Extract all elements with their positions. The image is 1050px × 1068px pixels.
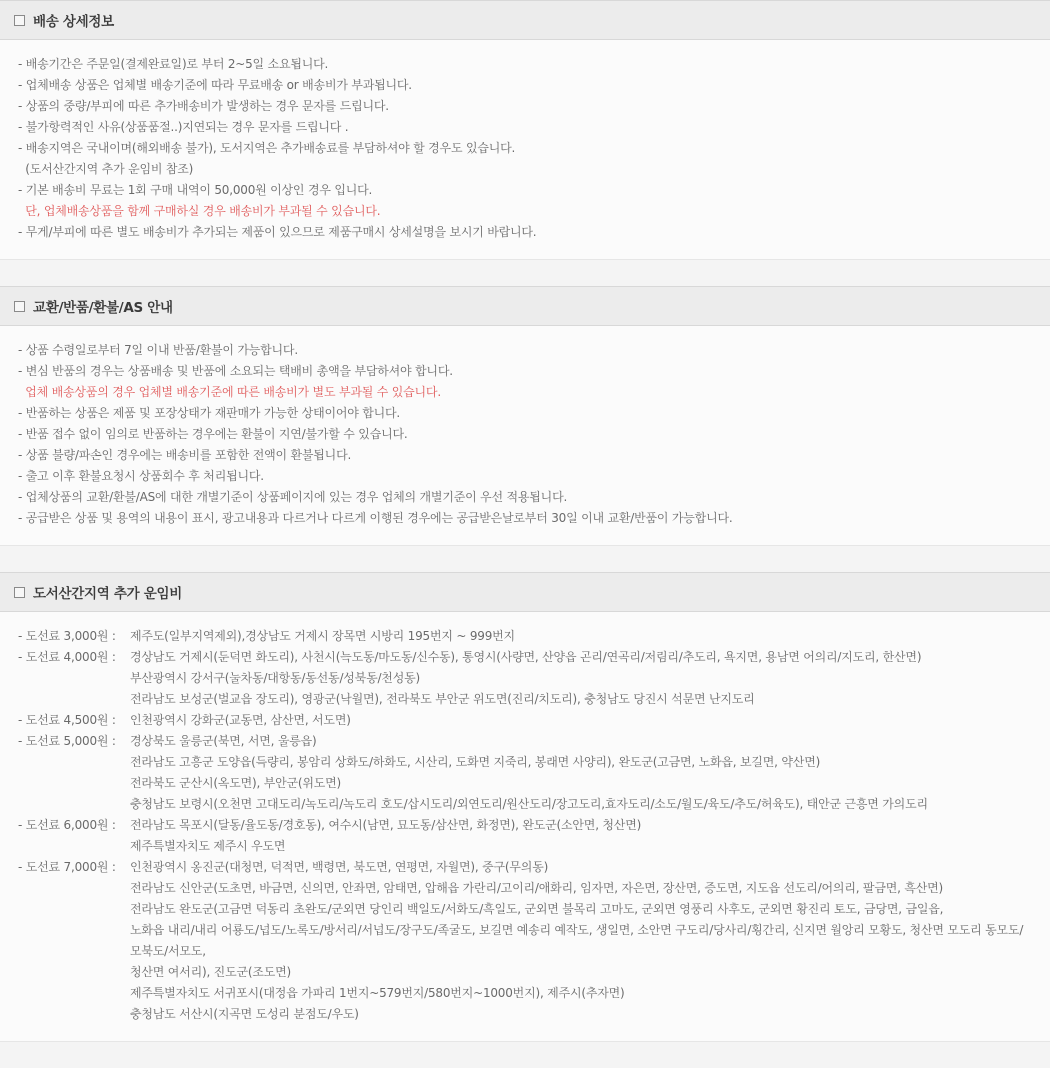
fee-value-line: 제주도(일부지역제외),경상남도 거제시 장목면 시방리 195번지 ~ 999번지 (130, 629, 515, 643)
info-line: - 불가항력적인 사유(상품품절..)지연되는 경우 문자를 드립니다 . (18, 120, 349, 134)
info-line: - 변심 반품의 경우는 상품배송 및 반품에 소요되는 택배비 총액을 부담하셔야 합니다. (18, 364, 453, 378)
fee-row (18, 710, 1032, 731)
fee-value-line: 충청남도 서산시(지곡면 도성리 분점도/우도) (130, 1007, 359, 1021)
fee-value-line: 전라남도 신안군(도초면, 바금면, 신의면, 안좌면, 암태면, 압해읍 가란리/고이리/애화리, 임자면, 자은면, 장산면, 증도면, 지도읍 선도리/어의리, 팔금면, 흑산면) (130, 881, 943, 895)
info-line: - 반품 접수 없이 임의로 반품하는 경우에는 환불이 지연/불가할 수 있습니다. (18, 427, 408, 441)
fee-value-line: 충청남도 보령시(오천면 고대도리/녹도리/녹도리 호도/삽시도리/외연도리/원산도리/장고도리,효자도리/소도/월도/육도/추도/허육도), 태안군 근흥면 가의도리 (130, 797, 928, 811)
fee-values (130, 731, 1032, 815)
fee-row (18, 731, 1032, 815)
fee-values (130, 647, 1032, 710)
fee-value-line: 제주특별자치도 제주시 우도면 (130, 839, 286, 853)
fee-value-line: 청산면 여서리), 진도군(조도면) (130, 965, 291, 979)
section-body-delivery (0, 40, 1050, 260)
section-body-exchange (0, 326, 1050, 546)
section-body-island-fee (0, 612, 1050, 1042)
info-line: - 상품의 중량/부피에 따른 추가배송비가 발생하는 경우 문자를 드립니다. (18, 99, 389, 113)
fee-value-line: 전라남도 목포시(달동/율도동/경호동), 여수시(남면, 묘도동/삼산면, 화정면), 완도군(소안면, 청산면) (130, 818, 642, 832)
section-header-delivery (0, 0, 1050, 40)
fee-value-line: 노화읍 내리/내리 어룡도/넙도/노록도/방서리/서넙도/장구도/족굴도, 보길면 예송리 예작도, 생일면, 소안면 구도리/당사리/횡간리, 신지면 월앙리 모황도, 청산면 모도리 동모도/모북도/서모도, (130, 923, 1024, 958)
fee-label: - 도선료 4,500원 : (18, 713, 116, 727)
section-header-exchange (0, 286, 1050, 326)
fee-values (130, 626, 1032, 647)
fee-value-line: 부산광역시 강서구(눌차동/대항동/동선동/성북동/천성동) (130, 671, 420, 685)
section-title-delivery: 배송 상세정보 (33, 14, 114, 30)
fee-value-line: 전라남도 보성군(벌교읍 장도리), 영광군(낙월면), 전라북도 부안군 위도면(진리/치도리), 충청남도 당진시 석문면 난지도리 (130, 692, 755, 706)
info-line: - 상품 불량/파손인 경우에는 배송비를 포함한 전액이 환불됩니다. (18, 448, 352, 462)
info-line: - 무게/부피에 따른 별도 배송비가 추가되는 제품이 있으므로 제품구매시 상세설명을 보시기 바랍니다. (18, 225, 537, 239)
fee-row (18, 626, 1032, 647)
info-line: - 공급받은 상품 및 용역의 내용이 표시, 광고내용과 다르거나 다르게 이행된 경우에는 공급받은날로부터 30일 이내 교환/반품이 가능합니다. (18, 511, 733, 525)
info-line: - 출고 이후 환불요청시 상품회수 후 처리됩니다. (18, 469, 264, 483)
fee-label: - 도선료 3,000원 : (18, 629, 116, 643)
fee-value-line: 경상남도 거제시(둔덕면 화도리), 사천시(늑도동/마도동/신수동), 통영시(사량면, 산양읍 곤리/연곡리/저림리/추도리, 욕지면, 용남면 어의리/지도리, 한산면) (130, 650, 922, 664)
info-line: - 배송지역은 국내이며(해외배송 불가), 도서지역은 추가배송료를 부담하셔야 할 경우도 있습니다. (18, 141, 516, 155)
fee-values (130, 710, 1032, 731)
info-line: - 반품하는 상품은 제품 및 포장상태가 재판매가 가능한 상태이어야 합니다. (18, 406, 401, 420)
fee-value-line: 인천광역시 옹진군(대청면, 덕적면, 백령면, 북도면, 연평면, 자월면), 중구(무의동) (130, 860, 549, 874)
fee-row (18, 857, 1032, 1025)
info-line: - 업체배송 상품은 업체별 배송기준에 따라 무료배송 or 배송비가 부과됩니다. (18, 78, 412, 92)
fee-values (130, 815, 1032, 857)
fee-row (18, 647, 1032, 710)
section-exchange-return-info (0, 286, 1050, 546)
info-line: - 기본 배송비 무료는 1회 구매 내역이 50,000원 이상인 경우 입니다. (18, 183, 373, 197)
square-icon (14, 587, 25, 598)
fee-value-line: 전라북도 군산시(옥도면), 부안군(위도면) (130, 776, 342, 790)
fee-label: - 도선료 7,000원 : (18, 860, 116, 874)
section-title-island-fee: 도서산간지역 추가 운임비 (33, 586, 182, 602)
fee-value-line: 경상북도 울릉군(북면, 서면, 울릉읍) (130, 734, 317, 748)
square-icon (14, 15, 25, 26)
fee-value-line: 인천광역시 강화군(교동면, 삼산면, 서도면) (130, 713, 351, 727)
section-header-island-fee (0, 572, 1050, 612)
fee-values (130, 857, 1032, 1025)
info-line: - 업체상품의 교환/환불/AS에 대한 개별기준이 상품페이지에 있는 경우 업체의 개별기준이 우선 적용됩니다. (18, 490, 568, 504)
info-line: - 상품 수령일로부터 7일 이내 반품/환불이 가능합니다. (18, 343, 298, 357)
fee-label: - 도선료 4,000원 : (18, 650, 116, 664)
info-line-highlight: 단, 업체배송상품을 함께 구매하실 경우 배송비가 부과될 수 있습니다. (18, 204, 381, 218)
square-icon (14, 301, 25, 312)
section-title-exchange: 교환/반품/환불/AS 안내 (33, 300, 173, 316)
fee-value-line: 전라남도 완도군(고금면 덕동리 초완도/군외면 당인리 백일도/서화도/흑일도, 군외면 불목리 고마도, 군외면 영풍리 사후도, 군외면 황진리 토도, 금당면, 금일읍, (130, 902, 944, 916)
info-line: (도서산간지역 추가 운임비 참조) (18, 162, 194, 176)
fee-label: - 도선료 5,000원 : (18, 734, 116, 748)
info-line: - 배송기간은 주문일(결제완료일)로 부터 2~5일 소요됩니다. (18, 57, 329, 71)
section-island-shipping-fee (0, 572, 1050, 1042)
fee-value-line: 제주특별자치도 서귀포시(대정읍 가파리 1번지~579번지/580번지~1000번지), 제주시(추자면) (130, 986, 625, 1000)
fee-row (18, 815, 1032, 857)
fee-value-line: 전라남도 고흥군 도양읍(득량리, 봉암리 상화도/하화도, 시산리, 도화면 지죽리, 봉래면 사양리), 완도군(고금면, 노화읍, 보길면, 약산면) (130, 755, 821, 769)
fee-label: - 도선료 6,000원 : (18, 818, 116, 832)
section-delivery-info (0, 0, 1050, 260)
info-line-highlight: 업체 배송상품의 경우 업체별 배송기준에 따른 배송비가 별도 부과될 수 있습니다. (18, 385, 441, 399)
